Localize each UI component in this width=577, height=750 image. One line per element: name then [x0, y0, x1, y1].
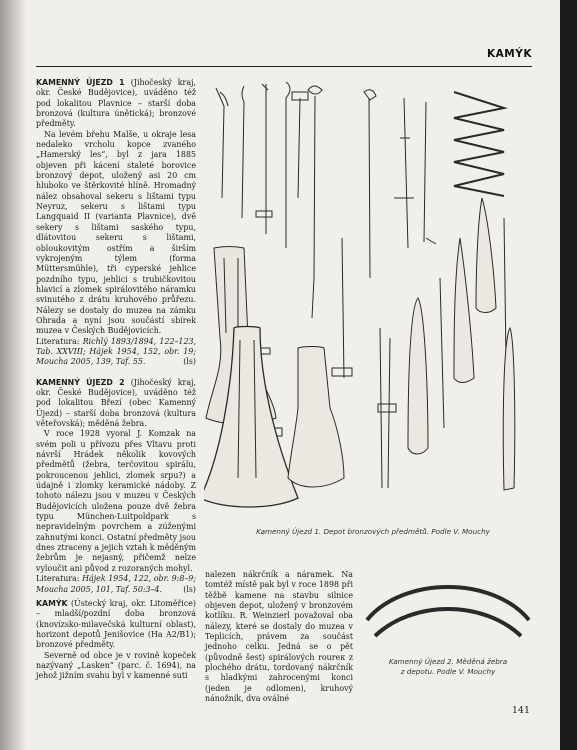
figure-1-caption: Kamenný Újezd 1. Depot bronzových předmětů. Podle V. Mouchy [256, 527, 490, 536]
spiral-bracelet-drawing [454, 92, 504, 196]
entry-1-intro [36, 78, 196, 130]
entry-1-lit-label: Literatura: [36, 336, 80, 346]
flanged-axe-narrow-drawing [476, 198, 496, 313]
entry-1-body: Na levém břehu Malše, u okraje lesa nedaleko vrcholu kopce zvaného „Hamerský les“, byl z jara 1885 objeven při kácení staleté borovice bronzový depot, uložený asi 20 cm hluboko ve štěrkovité hlíně. Hromadný nález obsahoval sekeru s lištami typu Neyruz, sekeru s lištami typu Langquaid II (varianta Plavnice), dvě sekery s lištami saského typu, dlátovitou sekeru s lištami, obloukovitým ostřím a širším vykrojeným týlem (forma Müttersmühle), tři cyperské jehlice pozdního typu, jehlici s trubičkovitou hlavicí a zlomek spirálovitého náramku svinutého z drátu kruhového průřezu. Nálezy se dostaly do muzea na zámku Ohrada a nyní jsou součástí sbírek muzea v Českých Budějovicích. [36, 129, 196, 336]
figure-2-caption-line-2: z depotu. Podle V. Mouchy [400, 667, 496, 676]
entry-1-intro-text: (Jihočeský kraj, okr. České Budějovice), uváděno též pod lokalitou Plavnice – starší doba bronzová (kultura únětická); bronzové předměty. [36, 78, 196, 129]
entry-2-lit-label: Literatura: [36, 574, 80, 584]
narrow-axe-drawing [408, 298, 428, 454]
page-number: 141 [511, 705, 530, 716]
running-title: KAMÝK [487, 48, 532, 60]
bronze-hoard-illustration [204, 78, 534, 518]
entry-2-title: KAMENNÝ ÚJEZD 2 [36, 377, 125, 387]
pin-drawing [216, 88, 224, 198]
entry-2-literature [36, 574, 196, 595]
entry-2-body: V roce 1928 vyoral J. Komzak na svém poli u přívozu přes Vltavu proti návrší Hrádek několik kovových předmětů (žebra, terčovitou spirálu, pokroucenou jehlici, zlomek srpu?) a údajně i zlomky keramické nádoby. Z tohoto nálezu jsou v muzeu v Českých Budějovicích uložena pouze dvě žebra typu München-Luitpoldpark s nepravidelným povrchem a zúženými zahnutými konci. Ostatní předměty jsou dnes ztraceny a jejich vztah k měděným žebrům je nejasný, přičemž nelze vyloučit ani původ z rozoraných mohyl. [36, 429, 196, 573]
entry-3-body: Severně od obce je v rovině kopeček nazývaný „Lasken“ (parc. č. 1694), na jehož jižním svahu byl v kamenné suti [36, 650, 196, 681]
running-header [36, 48, 532, 67]
entry-2-signature: (ls) [183, 584, 196, 594]
entry-3-intro [36, 599, 196, 651]
pin-drawing [242, 86, 244, 218]
entry-1-title: KAMENNÝ ÚJEZD 1 [36, 78, 125, 87]
binding-gutter [0, 0, 26, 750]
entry-3-intro-text: (Ústecký kraj, okr. Litoměřice) – mladší/pozdní doba bronzová (knovízsko-milavečská kulturní oblast), horizont depotů Jenišovice (Ha A2/B1); bronzové předměty. [36, 598, 196, 650]
needle-drawing [394, 98, 414, 248]
pin-drawing [308, 86, 322, 318]
left-text-column [36, 78, 196, 682]
figure-2-caption-line-1: Kamenný Újezd 2. Měděná žebra [388, 657, 508, 666]
pin-drawing [364, 90, 376, 278]
entry-2-lit-refs: Hájek 1954, 122, obr. 9:8–9; Moucha 2005, 101, Taf. 50:3–4. [36, 574, 196, 594]
copper-rib-drawing [367, 587, 529, 620]
entry-1-literature [36, 337, 196, 368]
copper-ribs-illustration [363, 566, 533, 651]
middle-text-column [205, 570, 353, 704]
entry-1-signature: (ls) [183, 357, 196, 367]
pin-drawing [286, 82, 290, 248]
entry-3-title: KAMÝK [36, 598, 68, 608]
entry-1-lit-refs: Richlý 1893/1894, 122–123, Tab. XXVIII; Hájek 1954, 152, obr. 19; Moucha 2005, 139, Taf. 55. [36, 336, 196, 367]
copper-rib-drawing [375, 609, 521, 636]
entry-2-intro-text: (Jihočeský kraj, okr. České Budějovice), uváděno též pod lokalitou Březí (obec Kamenný Újezd) – starší doba bronzová (kultura věteřovská); měděná žebra. [36, 377, 196, 428]
middle-text: nalezen nákrčník a náramek. Na tomtéž místě pak byl v roce 1898 při těžbě kamene na stavbu silnice objeven depot, uložený v bronzovém kotlíku. R. Weinzierl považoval oba nálezy, které se dostaly do muzea v Teplicích, právem za součást jednoho celku. Jedná se o pět (původně šest) spirálových roureк z plochého drátu, tordovaný nákrčník s hladkými zahrocenými konci (jeden je odlomen), kruhový nánožník, dva oválné [205, 570, 353, 704]
entry-2-intro [36, 378, 196, 430]
figure-2-caption [363, 657, 533, 677]
tall-pin-drawing [503, 328, 515, 490]
